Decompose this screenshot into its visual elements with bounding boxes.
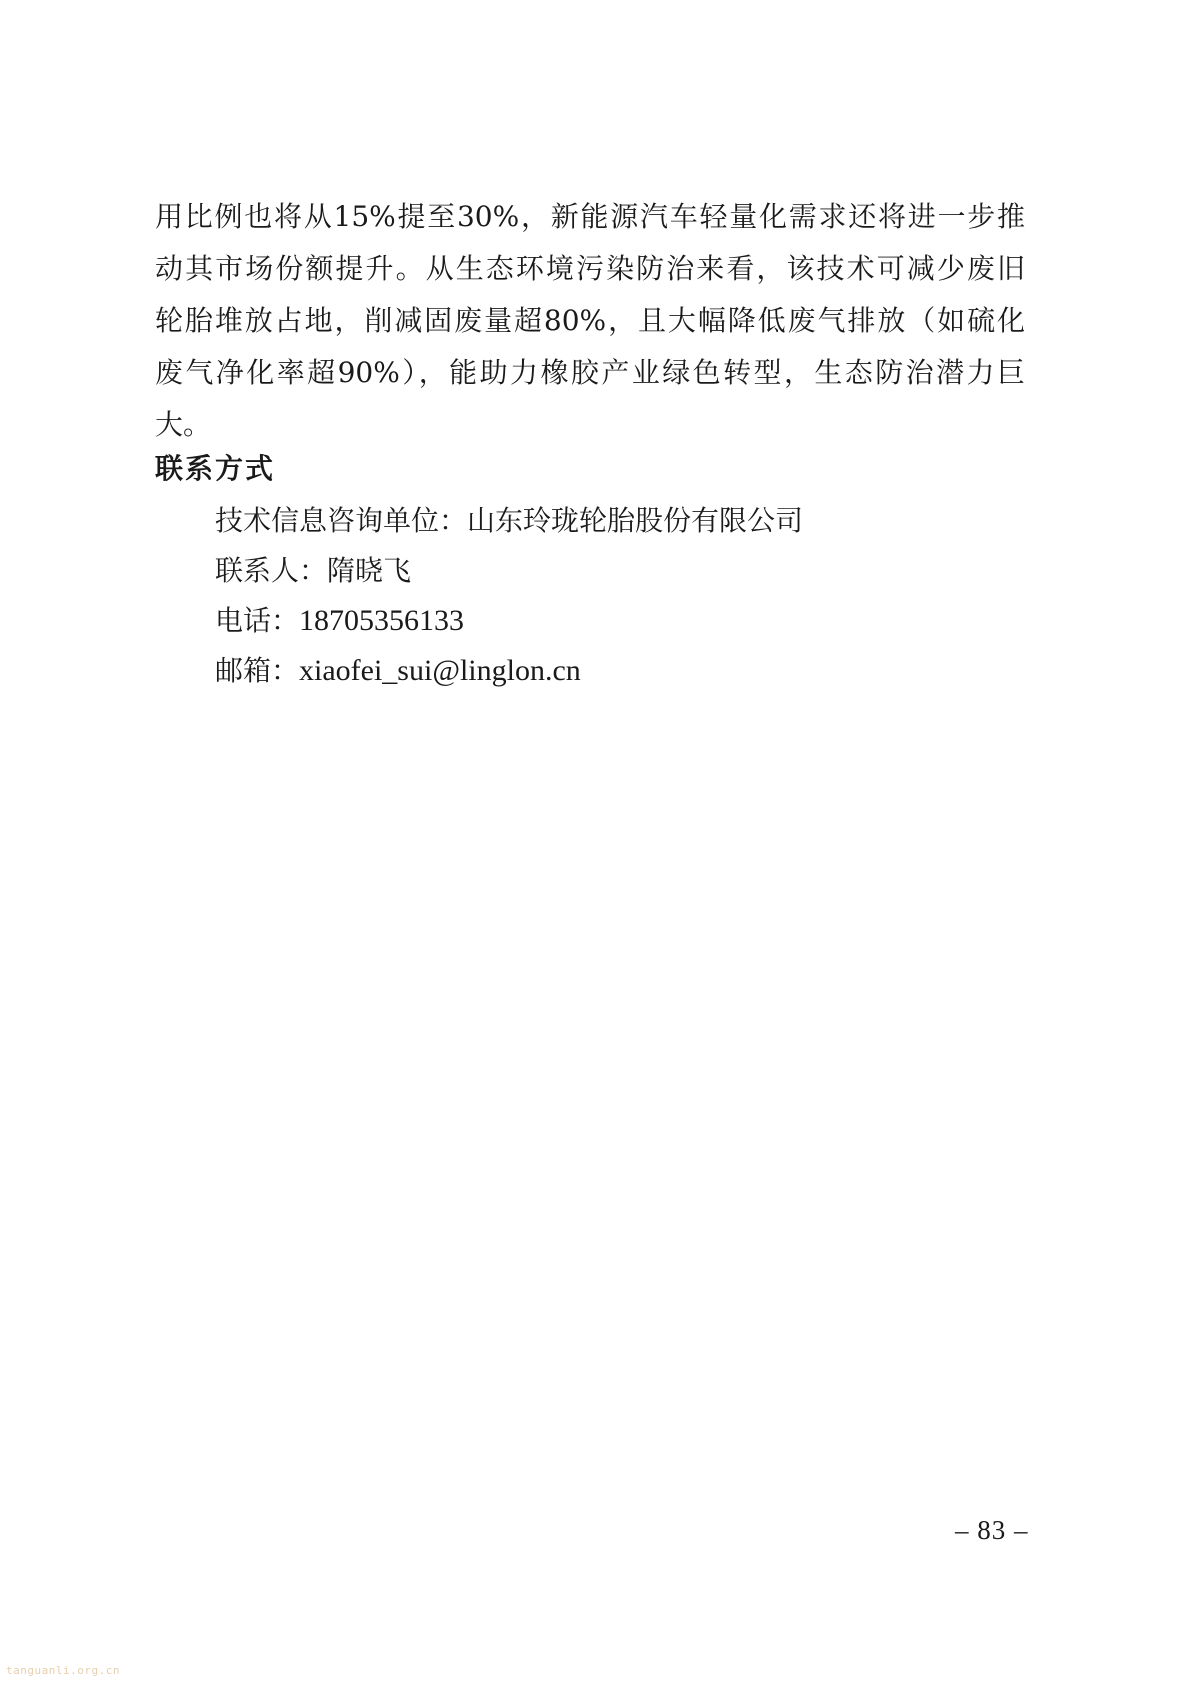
page-number: – 83 – xyxy=(955,1515,1029,1545)
contact-unit-label: 技术信息咨询单位： xyxy=(215,504,468,537)
contact-email xyxy=(215,646,803,696)
contact-phone xyxy=(215,596,803,646)
contact-email-label: 邮箱： xyxy=(215,654,300,687)
contact-email-value: xiaofei_sui@linglon.cn xyxy=(299,654,581,687)
contact-person-value: 隋晓飞 xyxy=(327,554,412,587)
paragraph-line: 大。 xyxy=(155,408,212,441)
section-heading-contact: 联系方式 xyxy=(155,452,276,485)
watermark-text: tanguanli.org.cn xyxy=(6,1664,120,1677)
contact-phone-label: 电话： xyxy=(215,604,300,637)
paragraph-line: 动其市场份额提升。从生态环境污染防治来看，该技术可减少废旧 xyxy=(155,252,1025,285)
paragraph-line: 轮胎堆放占地，削减固废量超80%，且大幅降低废气排放（如硫化 xyxy=(155,304,1025,337)
body-paragraph xyxy=(155,191,1025,451)
contact-person-label: 联系人： xyxy=(215,554,328,587)
paragraph-line: 废气净化率超90%），能助力橡胶产业绿色转型，生态防治潜力巨 xyxy=(155,356,1025,389)
contact-phone-value: 18705356133 xyxy=(299,604,465,637)
contact-person xyxy=(215,546,803,596)
paragraph-line: 用比例也将从15%提至30%，新能源汽车轻量化需求还将进一步推 xyxy=(155,200,1025,233)
contact-info xyxy=(215,496,803,696)
contact-unit-value: 山东玲珑轮胎股份有限公司 xyxy=(467,504,804,537)
contact-unit xyxy=(215,496,803,546)
